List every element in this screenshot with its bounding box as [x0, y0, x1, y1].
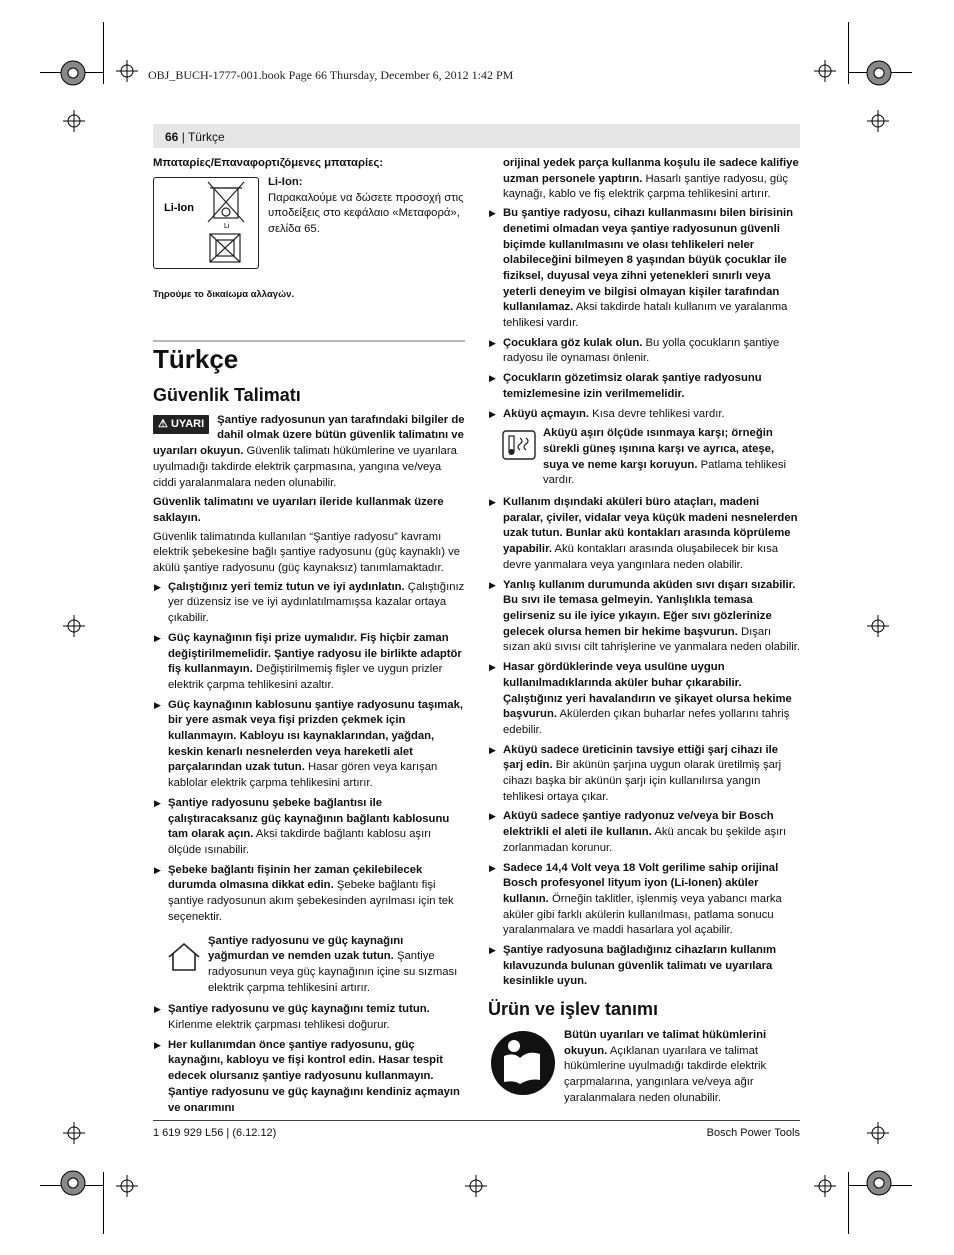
bullet-text: Akülerden çıkan buharlar nefes yollarını tahriş edebilir. [503, 708, 790, 736]
bullet-item [488, 371, 800, 402]
bullet-bold-text: Hasar gördüklerinde veya usulüne uygun kullanılmadıklarında aküler buhar çıkarabilir. Çalıştığınız yeri havalandırın ve şikayet olursa hekime başvurun. [503, 661, 792, 721]
footer-rule [153, 1120, 800, 1121]
registration-mark-icon [814, 60, 836, 82]
bullet-item [488, 206, 800, 332]
product-heading: Ürün ve işlev tanımı [488, 999, 659, 1020]
bullet-item [153, 1038, 465, 1117]
header-language: Türkçe [187, 130, 225, 144]
right-bullet-list-2 [488, 495, 800, 990]
bullet-item [488, 943, 800, 990]
bullet-arrow-icon: ▶ [154, 1039, 161, 1050]
battery-icon-label: Li-Ion [164, 202, 194, 214]
registration-mark-icon [465, 1175, 487, 1197]
bullet-item [153, 631, 465, 694]
crop-mark [103, 1172, 104, 1234]
bullet-text: Aksi takdirde bağlantı kablosu aşırı ölçüde ısınabilir. [168, 828, 432, 856]
print-header: OBJ_BUCH-1777-001.book Page 66 Thursday, December 6, 2012 1:42 PM [148, 68, 514, 82]
bullet-arrow-icon: ▶ [489, 862, 496, 873]
rights-note: Τηρούμε το δικαίωμα αλλαγών. [153, 289, 295, 300]
bullet-bold-text: Çalıştığınız yeri temiz tutun ve iyi aydınlatın. [168, 580, 405, 593]
registration-mark-icon [867, 615, 889, 637]
bullet-text: Kısa devre tehlikesi vardır. [589, 407, 725, 420]
left-bullet-list-2 [153, 1002, 465, 1116]
right-column [488, 156, 800, 1106]
bullet-item [153, 863, 465, 926]
bullet-arrow-icon: ▶ [489, 337, 496, 348]
safety-section [153, 385, 465, 1120]
bullet-item [488, 407, 800, 423]
crop-mark [848, 1172, 849, 1234]
read-manual-icon [490, 1030, 556, 1096]
heat-note: Aküyü aşırı ölçüde ısınmaya karşı; örneğin sürekli güneş ışınına karşı ve ayrıca, ateşe, suya ve neme karşı koruyun. Patlama tehlikesi vardır. [488, 426, 800, 489]
bullet-item [488, 861, 800, 940]
bullet-bold-text: Çocukların gözetimsiz olarak şantiye radyosunu temizlemesine izin verilmemelidir. [503, 372, 762, 400]
bullet-text: Çalıştığınız yer düzensiz ise ve iyi aydınlatılmamışsa kazalar ortaya çıkabilir. [168, 580, 465, 625]
bullet-arrow-icon: ▶ [489, 744, 496, 755]
bullet-item [153, 580, 465, 627]
registration-mark-icon [63, 110, 85, 132]
warning-paragraph [153, 413, 465, 492]
bullet-bold-text: Bu şantiye radyosu, cihazı kullanmasını bilen birisinin denetimi olmadan veya şantiye radyosunun güvenli biçimde kullanılmasını ve olası tehlikeleri neler olabileceğini bilmeyen 8 yaşından büyük çocuklar ile fiziksel, duyusal veya zihni yetenekleri sınırlı veya yeterli deneyim ve bilgisi olmayan kişiler tarafından kullanılamaz. [503, 207, 794, 314]
bullet-arrow-icon: ▶ [154, 632, 161, 643]
bullet-bold-text: Şantiye radyosunu ve güç kaynağını temiz tutun. [168, 1003, 430, 1016]
bullet-item [488, 336, 800, 367]
page-header [165, 130, 225, 144]
bullet-text: Örneğin taklitler, işlenmiş veya yabancı marka aküler gibi farklı akülerin kullanılması, patlama sonucu yaralanmalara ve maddi hasarlara yol açabilir. [503, 892, 782, 937]
bullet-text: Değiştirilmemiş fişler ve uygun prizler elektrik çarpma tehlikesini azaltır. [168, 663, 443, 691]
bullet-bold-text: Şantiye radyosuna bağladığınız cihazların kullanım kılavuzunda bulunan güvenlik talimatı ve uyarılara kesinlikle uyun. [503, 944, 777, 988]
page-title: Türkçe [153, 344, 239, 374]
registration-mark-icon [60, 60, 86, 86]
li-ion-text: Παρακαλούμε να δώσετε προσοχή στις υποδείξεις στο κεφάλαιο «Μεταφορά», σελίδα 65. [268, 191, 464, 236]
definition-text: Güvenlik talimatında kullanılan “Şantiye radyosu” kavramı elektrik şebekesine bağlı şantiye radyosunu (güç kaynaklı) ve akülü şantiye radyosunu (güç kaynaksız) tanımlamaktadır. [153, 530, 461, 575]
product-note: Bütün uyarıları ve talimat hükümlerini okuyun. Açıklanan uyarılara ve talimat hükümlerine uyulmadığı takdirde elektrik çarpmalarına, yangınlara ve/veya ağır yaralanmalara neden olunabilir. [488, 1028, 800, 1107]
bullet-arrow-icon: ▶ [154, 1004, 161, 1015]
bullet-item [488, 578, 800, 657]
house-rain-icon [167, 942, 201, 972]
warning-badge: ⚠ UYARI [153, 415, 209, 435]
bullet-arrow-icon: ▶ [489, 579, 496, 590]
bullet-bold-text: Çocuklara göz kulak olun. [503, 336, 643, 349]
greek-batteries-title: Μπαταρίες/Επαναφορτιζόμενες μπαταρίες: [153, 157, 384, 169]
bullet-item [488, 660, 800, 739]
registration-mark-icon [116, 1175, 138, 1197]
right-intro: orijinal yedek parça kullanma koşulu ile sadece kalifiye uzman personele yaptırın. Hasarlı şantiye radyosu, güç kaynağı, kablo ve fiş elektrik çarpma tehlikesini artırır. [503, 157, 799, 201]
registration-mark-icon [63, 615, 85, 637]
bullet-item [153, 698, 465, 792]
registration-mark-icon [866, 60, 892, 86]
bullet-arrow-icon: ▶ [489, 662, 496, 673]
section-rule [153, 340, 465, 342]
bullet-arrow-icon: ▶ [489, 811, 496, 822]
bullet-item [488, 809, 800, 856]
bullet-arrow-icon: ▶ [489, 497, 496, 508]
footer-left: 1 619 929 L56 | (6.12.12) [153, 1127, 277, 1139]
bullet-bold-text: Yanlış kullanım durumunda aküden sıvı dışarı sızabilir. Bu sıvı ile temasa gelmeyin. Yanlışlıkla temasa gelirseniz su ile iyice yıkayın. Eğer sıvı gözlerinize gelecek olursa hemen bir hekime başvurun. [503, 578, 796, 638]
bullet-arrow-icon: ▶ [489, 945, 496, 956]
bullet-text: Hasar gören veya karışan kablolar elektrik çarpma tehlikesini artırır. [168, 761, 438, 790]
bullet-bold-text: Güç kaynağının fişi prize uymalıdır. Fiş hiçbir zaman değiştirilmemelidir. Şantiye radyosu ile birlikte adaptör fiş kullanmayın. [168, 631, 462, 676]
bullet-bold-text: Güç kaynağının kablosunu şantiye radyosunu taşımak, bir yere asmak veya fişi prizden çekmek için kullanmayın. Kabloyu ısı kaynaklarından, yağdan, keskin kenarlı nesnelerden veya hareketli alet parçalarından uzak tutun. [168, 698, 464, 774]
bullet-arrow-icon: ▶ [154, 797, 161, 808]
bullet-bold-text: Sadece 14,4 Volt veya 18 Volt gerilime sahip orijinal Bosch profesyonel lityum iyon (Li-Ionen) aküler kullanın. [503, 861, 779, 905]
bullet-text: Kirlenme elektrik çarpması tehlikesi doğurur. [168, 1019, 390, 1032]
rain-note: Şantiye radyosunu ve güç kaynağını yağmurdan ve nemden uzak tutun. Şantiye radyosunun veya güç kaynağının içine su sızması elektrik çarpma tehlikesini artırır. [153, 934, 465, 997]
li-ion-note [268, 175, 466, 241]
registration-mark-icon [866, 1170, 892, 1196]
warning-text: Güvenlik talimatı hükümlerine ve uyarılara uyulmadığı takdirde elektrik çarpmasına, yangına ve/veya ciddi yaralanmalara neden olunabilir. [153, 445, 457, 489]
page-number: 66 [165, 130, 179, 144]
warning-bold: Şantiye radyosunun yan tarafındaki bilgiler de dahil olmak üzere bütün güvenlik talimatını ve uyarıları okuyun. [153, 413, 465, 458]
registration-mark-icon [116, 60, 138, 82]
bullet-item [488, 495, 800, 574]
bullet-bold-text: Şantiye radyosunu şebeke bağlantısı ile çalıştıracaksanız güç kaynağının bağlantı kablosunu tam olarak açın. [168, 796, 450, 841]
battery-heat-icon [502, 430, 536, 460]
bullet-text: Dışarı sızan akü sıvısı cilt tahrişlerine ve yanmalara neden olabilir. [503, 625, 801, 654]
bullet-bold-text: Aküyü sadece şantiye radyonuz ve/veya bir Bosch elektrikli el aleti ile kullanın. [503, 810, 774, 839]
keep-instructions: Güvenlik talimatını ve uyarıları ileride kullanmak üzere saklayın. [153, 496, 444, 524]
registration-mark-icon [867, 1122, 889, 1144]
bullet-text: Şebeke bağlantı fişi şantiye radyosunun akım şebekesinden ayrılması için tek seçenektir. [168, 879, 454, 923]
warning-triangle-icon: ⚠ [158, 417, 168, 430]
bullet-bold-text: Şebeke bağlantı fişinin her zaman çekilebilecek durumda olmasına dikkat edin. [168, 863, 423, 892]
bullet-arrow-icon: ▶ [489, 373, 496, 384]
registration-mark-icon [814, 1175, 836, 1197]
bullet-arrow-icon: ▶ [154, 699, 161, 710]
crop-mark [103, 22, 104, 84]
bullet-bold-text: Aküyü açmayın. [503, 407, 590, 420]
page-header-bar [153, 124, 800, 148]
right-bullet-list [488, 206, 800, 422]
bullet-text: Akü kontakları arasında oluşabilecek bir kısa devre yanmalara veya yangınlara neden olabilir. [503, 543, 779, 571]
bullet-arrow-icon: ▶ [489, 408, 496, 419]
svg-text:Li: Li [224, 223, 230, 230]
bullet-bold-text: Her kullanımdan önce şantiye radyosunu, güç kaynağını, kabloyu ve fişi kontrol edin. Hasar tespit edecek olursanız şantiye radyosunu kullanmayın. Şantiye radyosunu ve güç kaynağını kendiniz açmayın ve onarımını [168, 1038, 460, 1114]
bullet-item [153, 1002, 465, 1033]
bullet-bold-text: Aküyü sadece üreticinin tavsiye ettiği şarj cihazı ile şarj edin. [503, 743, 779, 772]
safety-heading: Güvenlik Talimatı [153, 385, 301, 405]
bullet-item [488, 743, 800, 806]
header-separator: | [178, 130, 188, 144]
bullet-text: Aksi takdirde hatalı kullanım ve yaralanma tehlikesi vardır. [503, 301, 788, 330]
bullet-item [153, 796, 465, 859]
registration-mark-icon [867, 110, 889, 132]
left-bullet-list [153, 580, 465, 926]
footer-right: Bosch Power Tools [706, 1127, 800, 1139]
bullet-arrow-icon: ▶ [154, 864, 161, 875]
bullet-text: Bu yolla çocukların şantiye radyosu ile oynaması önlenir. [503, 336, 780, 365]
li-ion-label: Li-Ion: [268, 176, 303, 188]
bullet-arrow-icon: ▶ [154, 581, 161, 592]
crop-mark [848, 22, 849, 84]
bullet-text: Akü ancak bu şekilde aşırı zorlanmadan korunur. [503, 826, 787, 854]
bullet-text: Bir akünün şarjına uygun olarak üretilmiş şarj cihazı başka bir akünün şarjı için kullanılırsa yangın tehlikesi ortaya çıkar. [503, 759, 782, 803]
battery-disposal-icon [153, 177, 259, 269]
crossed-bin-icon [208, 182, 244, 222]
registration-mark-icon [60, 1170, 86, 1196]
bullet-bold-text: Kullanım dışındaki aküleri büro ataçları, madeni paralar, çiviler, vidalar veya küçük madeni nesnelerden uzak tutun. Bunlar akü kontakları arasında köprüleme yapabilir. [503, 496, 798, 556]
registration-mark-icon [63, 1122, 85, 1144]
bullet-arrow-icon: ▶ [489, 208, 496, 219]
greek-section [153, 156, 465, 175]
